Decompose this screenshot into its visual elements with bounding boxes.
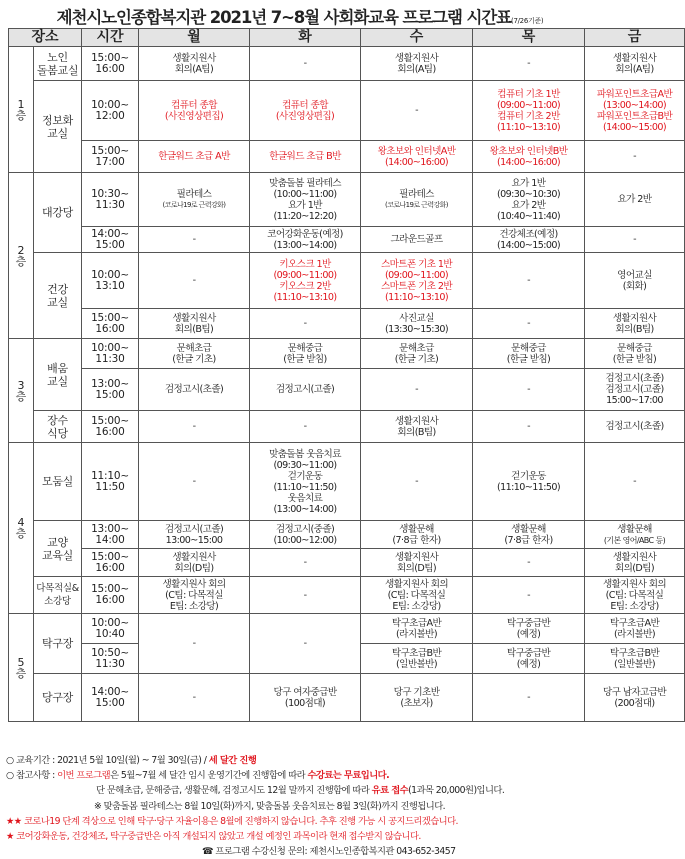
cell-r7-mon: 생활지원사 회의(B팀) (139, 309, 250, 339)
cell-r8-tue: 문해중급 (한글 받침) (250, 339, 361, 369)
cell-r2-mon: 컴퓨터 종합 (사진영상편집) (139, 81, 250, 141)
cell-r8-fri: 문해중급 (한글 받침) (585, 339, 685, 369)
cell-r1-fri: 생활지원사 회의(A팀) (585, 47, 685, 81)
time-cell: 14:00~ 15:00 (82, 674, 139, 722)
cell-r10-thu: - (473, 411, 585, 443)
time-cell: 10:00~ 10:40 (82, 614, 139, 644)
cell-r6-fri: 영어교실 (회화) (585, 253, 685, 309)
cell-r10-fri: 검정고시(초졸) (585, 411, 685, 443)
table-row (9, 577, 685, 614)
cell-r15-tue: - (250, 614, 361, 674)
cell-r4-mon: 필라테스 (코로나19로 근력강화) (139, 173, 250, 227)
cell-r11-fri: - (585, 443, 685, 521)
cell-r6-thu: - (473, 253, 585, 309)
header-thu: 목 (473, 29, 585, 47)
cell-r5-fri: - (585, 227, 685, 253)
header-place: 장소 (9, 29, 82, 47)
table-row (9, 173, 685, 227)
header-wed: 수 (361, 29, 473, 47)
time-cell: 10:00~ 12:00 (82, 81, 139, 141)
cell-r5-thu: 건강체조(예정) (14:00~15:00) (473, 227, 585, 253)
floor-4: 4 층 (9, 443, 34, 614)
title-main: 제천시노인종합복지관 2021년 7~8월 사회화교육 프로그램 시간표 (56, 8, 512, 27)
place-modum: 모둠실 (34, 443, 82, 521)
cell-r1-mon: 생활지원사 회의(A팀) (139, 47, 250, 81)
time-cell: 15:00~ 16:00 (82, 577, 139, 614)
table-row (9, 227, 685, 253)
cell-r12-thu: 생활문해 (7·8급 한자) (473, 521, 585, 549)
cell-r15-thu: 탁구중급반 (예정) (473, 614, 585, 644)
time-cell: 10:00~ 11:30 (82, 339, 139, 369)
table-row (9, 521, 685, 549)
cell-r11-wed: - (361, 443, 473, 521)
time-cell: 15:00~ 16:00 (82, 47, 139, 81)
place-auditorium: 대강당 (34, 173, 82, 253)
cell-r9-fri: 검정고시(초졸) 검정고시(고졸) 15:00~17:00 (585, 369, 685, 411)
place-multi: 다목적실& 소강당 (34, 577, 82, 614)
time-cell: 10:00~ 13:10 (82, 253, 139, 309)
cell-r13-tue: - (250, 549, 361, 577)
time-cell: 11:10~ 11:50 (82, 443, 139, 521)
table-row (9, 339, 685, 369)
cell-r12-mon: 검정고시(고졸) 13:00~15:00 (139, 521, 250, 549)
cell-r7-tue: - (250, 309, 361, 339)
note-contact: ☎ 프로그램 수강신청 문의: 제천시노인종합복지관 043-652-3457 (202, 846, 456, 858)
cell-r15-mon: - (139, 614, 250, 674)
cell-r15-fri: 탁구초급A반 (라지볼반) (585, 614, 685, 644)
place-table-tennis: 탁구장 (34, 614, 82, 674)
header-mon: 월 (139, 29, 250, 47)
cell-r3-wed: 왕초보와 인터넷A반 (14:00~16:00) (361, 141, 473, 173)
cell-r13-thu: - (473, 549, 585, 577)
table-row (9, 549, 685, 577)
cell-r4-thu: 요가 1반 (09:30~10:30) 요가 2반 (10:40~11:40) (473, 173, 585, 227)
cell-r12-fri: 생활문해 (기본 영어/ABC 등) (585, 521, 685, 549)
time-cell: 14:00~ 15:00 (82, 227, 139, 253)
cell-r17-fri: 당구 남자고급반 (200점대) (585, 674, 685, 722)
cell-r15-wed: 탁구초급A반 (라지볼반) (361, 614, 473, 644)
cell-r17-tue: 당구 여자중급반 (100점대) (250, 674, 361, 722)
table-row (9, 369, 685, 411)
note-period: ○ 교육기간 : 2021년 5월 10일(월) ~ 7월 30일(금) / 세 달간 진행 (6, 755, 257, 766)
cell-r4-tue: 맞춤돌봄 필라테스 (10:00~11:00) 요가 1반 (11:20~12:20) (250, 173, 361, 227)
cell-r14-fri: 생활지원사 회의 (C팀: 다목적실 E팀: 소강당) (585, 577, 685, 614)
place-billiards: 당구장 (34, 674, 82, 722)
cell-r7-thu: - (473, 309, 585, 339)
table-row (9, 47, 685, 81)
cell-r12-wed: 생활문해 (7·8급 한자) (361, 521, 473, 549)
time-cell: 15:00~ 16:00 (82, 549, 139, 577)
cell-r2-wed: - (361, 81, 473, 141)
place-health: 건강 교실 (34, 253, 82, 339)
cell-r5-mon: - (139, 227, 250, 253)
time-cell: 15:00~ 16:00 (82, 411, 139, 443)
cell-r17-wed: 당구 기초반 (초보자) (361, 674, 473, 722)
time-cell: 10:50~ 11:30 (82, 644, 139, 674)
notes-section (6, 753, 596, 859)
place-info-ed: 정보화 교실 (34, 81, 82, 173)
table-row (9, 614, 685, 644)
note-custom-care: ※ 맞춤돌봄 필라테스는 8월 10일(화)까지, 맞춤돌봄 웃음치료는 8월 3일(화)까지 진행됩니다. (94, 800, 446, 812)
place-senior-care: 노인 돌봄교실 (34, 47, 82, 81)
cell-r4-wed: 필라테스 (코로나19로 근력강화) (361, 173, 473, 227)
cell-r13-mon: 생활지원사 회의(D팀) (139, 549, 250, 577)
table-row (9, 253, 685, 309)
floor-3: 3 층 (9, 339, 34, 443)
cell-r4-fri: 요가 2반 (585, 173, 685, 227)
note-paid: 단 문해초급, 문해중급, 생활문해, 검정고시도 12월 말까지 진행함에 따라 유료 접수(1과목 20,000원)입니다. (96, 785, 505, 797)
table-row (9, 81, 685, 141)
cell-r14-wed: 생활지원사 회의 (C팀: 다목적실 E팀: 소강당) (361, 577, 473, 614)
cell-r9-thu: - (473, 369, 585, 411)
place-learn: 배움 교실 (34, 339, 82, 411)
cell-r6-mon: - (139, 253, 250, 309)
note-reference: ○ 참고사항 : 이번 프로그램은 5월~7월 세 달간 임시 운영기간에 진행함에 따라 수강료는 무료입니다. (6, 770, 390, 782)
floor-1: 1 층 (9, 47, 34, 173)
cell-r3-fri: - (585, 141, 685, 173)
cell-r1-wed: 생활지원사 회의(A팀) (361, 47, 473, 81)
cell-r10-tue: - (250, 411, 361, 443)
cell-r9-wed: - (361, 369, 473, 411)
cell-r6-wed: 스마트폰 기초 1반 (09:00~11:00) 스마트폰 기초 2반 (11:10~13:10) (361, 253, 473, 309)
page-title (0, 4, 600, 28)
cell-r17-thu: - (473, 674, 585, 722)
cell-r10-wed: 생활지원사 회의(B팀) (361, 411, 473, 443)
place-longevity: 장수 식당 (34, 411, 82, 443)
cell-r13-wed: 생활지원사 회의(D팀) (361, 549, 473, 577)
floor-5: 5 층 (9, 614, 34, 722)
cell-r14-thu: - (473, 577, 585, 614)
note-covid: ★★ 코로나19 단계 격상으로 인해 탁구·당구 자율이용은 8월에 진행하지 않습니다. 추후 진행 가능 시 공지드리겠습니다. (6, 815, 458, 827)
header-tue: 화 (250, 29, 361, 47)
time-cell: 15:00~ 17:00 (82, 141, 139, 173)
time-cell: 10:30~ 11:30 (82, 173, 139, 227)
cell-r3-tue: 한글워드 초급 B반 (250, 141, 361, 173)
cell-r8-wed: 문해초급 (한글 기초) (361, 339, 473, 369)
time-cell: 15:00~ 16:00 (82, 309, 139, 339)
cell-r8-thu: 문해중급 (한글 받침) (473, 339, 585, 369)
time-cell: 13:00~ 15:00 (82, 369, 139, 411)
floor-2: 2 층 (9, 173, 34, 339)
cell-r17-mon: - (139, 674, 250, 722)
note-not-open: ★ 코어강화운동, 건강체조, 탁구중급반은 아직 개설되지 않았고 개설 예정인 과목이라 현재 접수받지 않습니다. (6, 831, 421, 843)
cell-r11-tue: 맞춤돌봄 웃음치료 (09:30~11:00) 걷기운동 (11:10~11:50) 웃음치료 (13:00~14:00) (250, 443, 361, 521)
cell-r3-mon: 한글워드 초급 A반 (139, 141, 250, 173)
cell-r16-fri: 탁구초급B반 (일반볼반) (585, 644, 685, 674)
header-time: 시간 (82, 29, 139, 47)
header-row (9, 29, 685, 47)
table-row (9, 674, 685, 722)
cell-r9-mon: 검정고시(초졸) (139, 369, 250, 411)
title-sub: (7/26기준) (511, 17, 544, 25)
cell-r11-mon: - (139, 443, 250, 521)
cell-r9-tue: 검정고시(고졸) (250, 369, 361, 411)
cell-r8-mon: 문해초급 (한글 기초) (139, 339, 250, 369)
table-row (9, 443, 685, 521)
header-fri: 금 (585, 29, 685, 47)
cell-r6-tue: 키오스크 1반 (09:00~11:00) 키오스크 2반 (11:10~13:10) (250, 253, 361, 309)
cell-r1-thu: - (473, 47, 585, 81)
cell-r14-mon: 생활지원사 회의 (C팀: 다목적실 E팀: 소강당) (139, 577, 250, 614)
schedule-table (8, 28, 685, 722)
cell-r2-tue: 컴퓨터 종합 (사진영상편집) (250, 81, 361, 141)
table-row (9, 141, 685, 173)
cell-r7-wed: 사진교실 (13:30~15:30) (361, 309, 473, 339)
cell-r5-wed: 그라운드골프 (361, 227, 473, 253)
cell-r16-wed: 탁구초급B반 (일반볼반) (361, 644, 473, 674)
cell-r13-fri: 생활지원사 회의(D팀) (585, 549, 685, 577)
cell-r11-thu: 걷기운동 (11:10~11:50) (473, 443, 585, 521)
cell-r10-mon: - (139, 411, 250, 443)
table-row (9, 411, 685, 443)
cell-r2-fri: 파워포인트초급A반 (13:00~14:00) 파워포인트초급B반 (14:00~15:00) (585, 81, 685, 141)
cell-r5-tue: 코어강화운동(예정) (13:00~14:00) (250, 227, 361, 253)
time-cell: 13:00~ 14:00 (82, 521, 139, 549)
cell-r16-thu: 탁구중급반 (예정) (473, 644, 585, 674)
cell-r2-thu: 컴퓨터 기초 1반 (09:00~11:00) 컴퓨터 기초 2반 (11:10~13:10) (473, 81, 585, 141)
place-culture: 교양 교육실 (34, 521, 82, 577)
cell-r3-thu: 왕초보와 인터넷B반 (14:00~16:00) (473, 141, 585, 173)
cell-r1-tue: - (250, 47, 361, 81)
cell-r12-tue: 검정고시(중졸) (10:00~12:00) (250, 521, 361, 549)
cell-r7-fri: 생활지원사 회의(B팀) (585, 309, 685, 339)
table-row (9, 309, 685, 339)
cell-r14-tue: - (250, 577, 361, 614)
